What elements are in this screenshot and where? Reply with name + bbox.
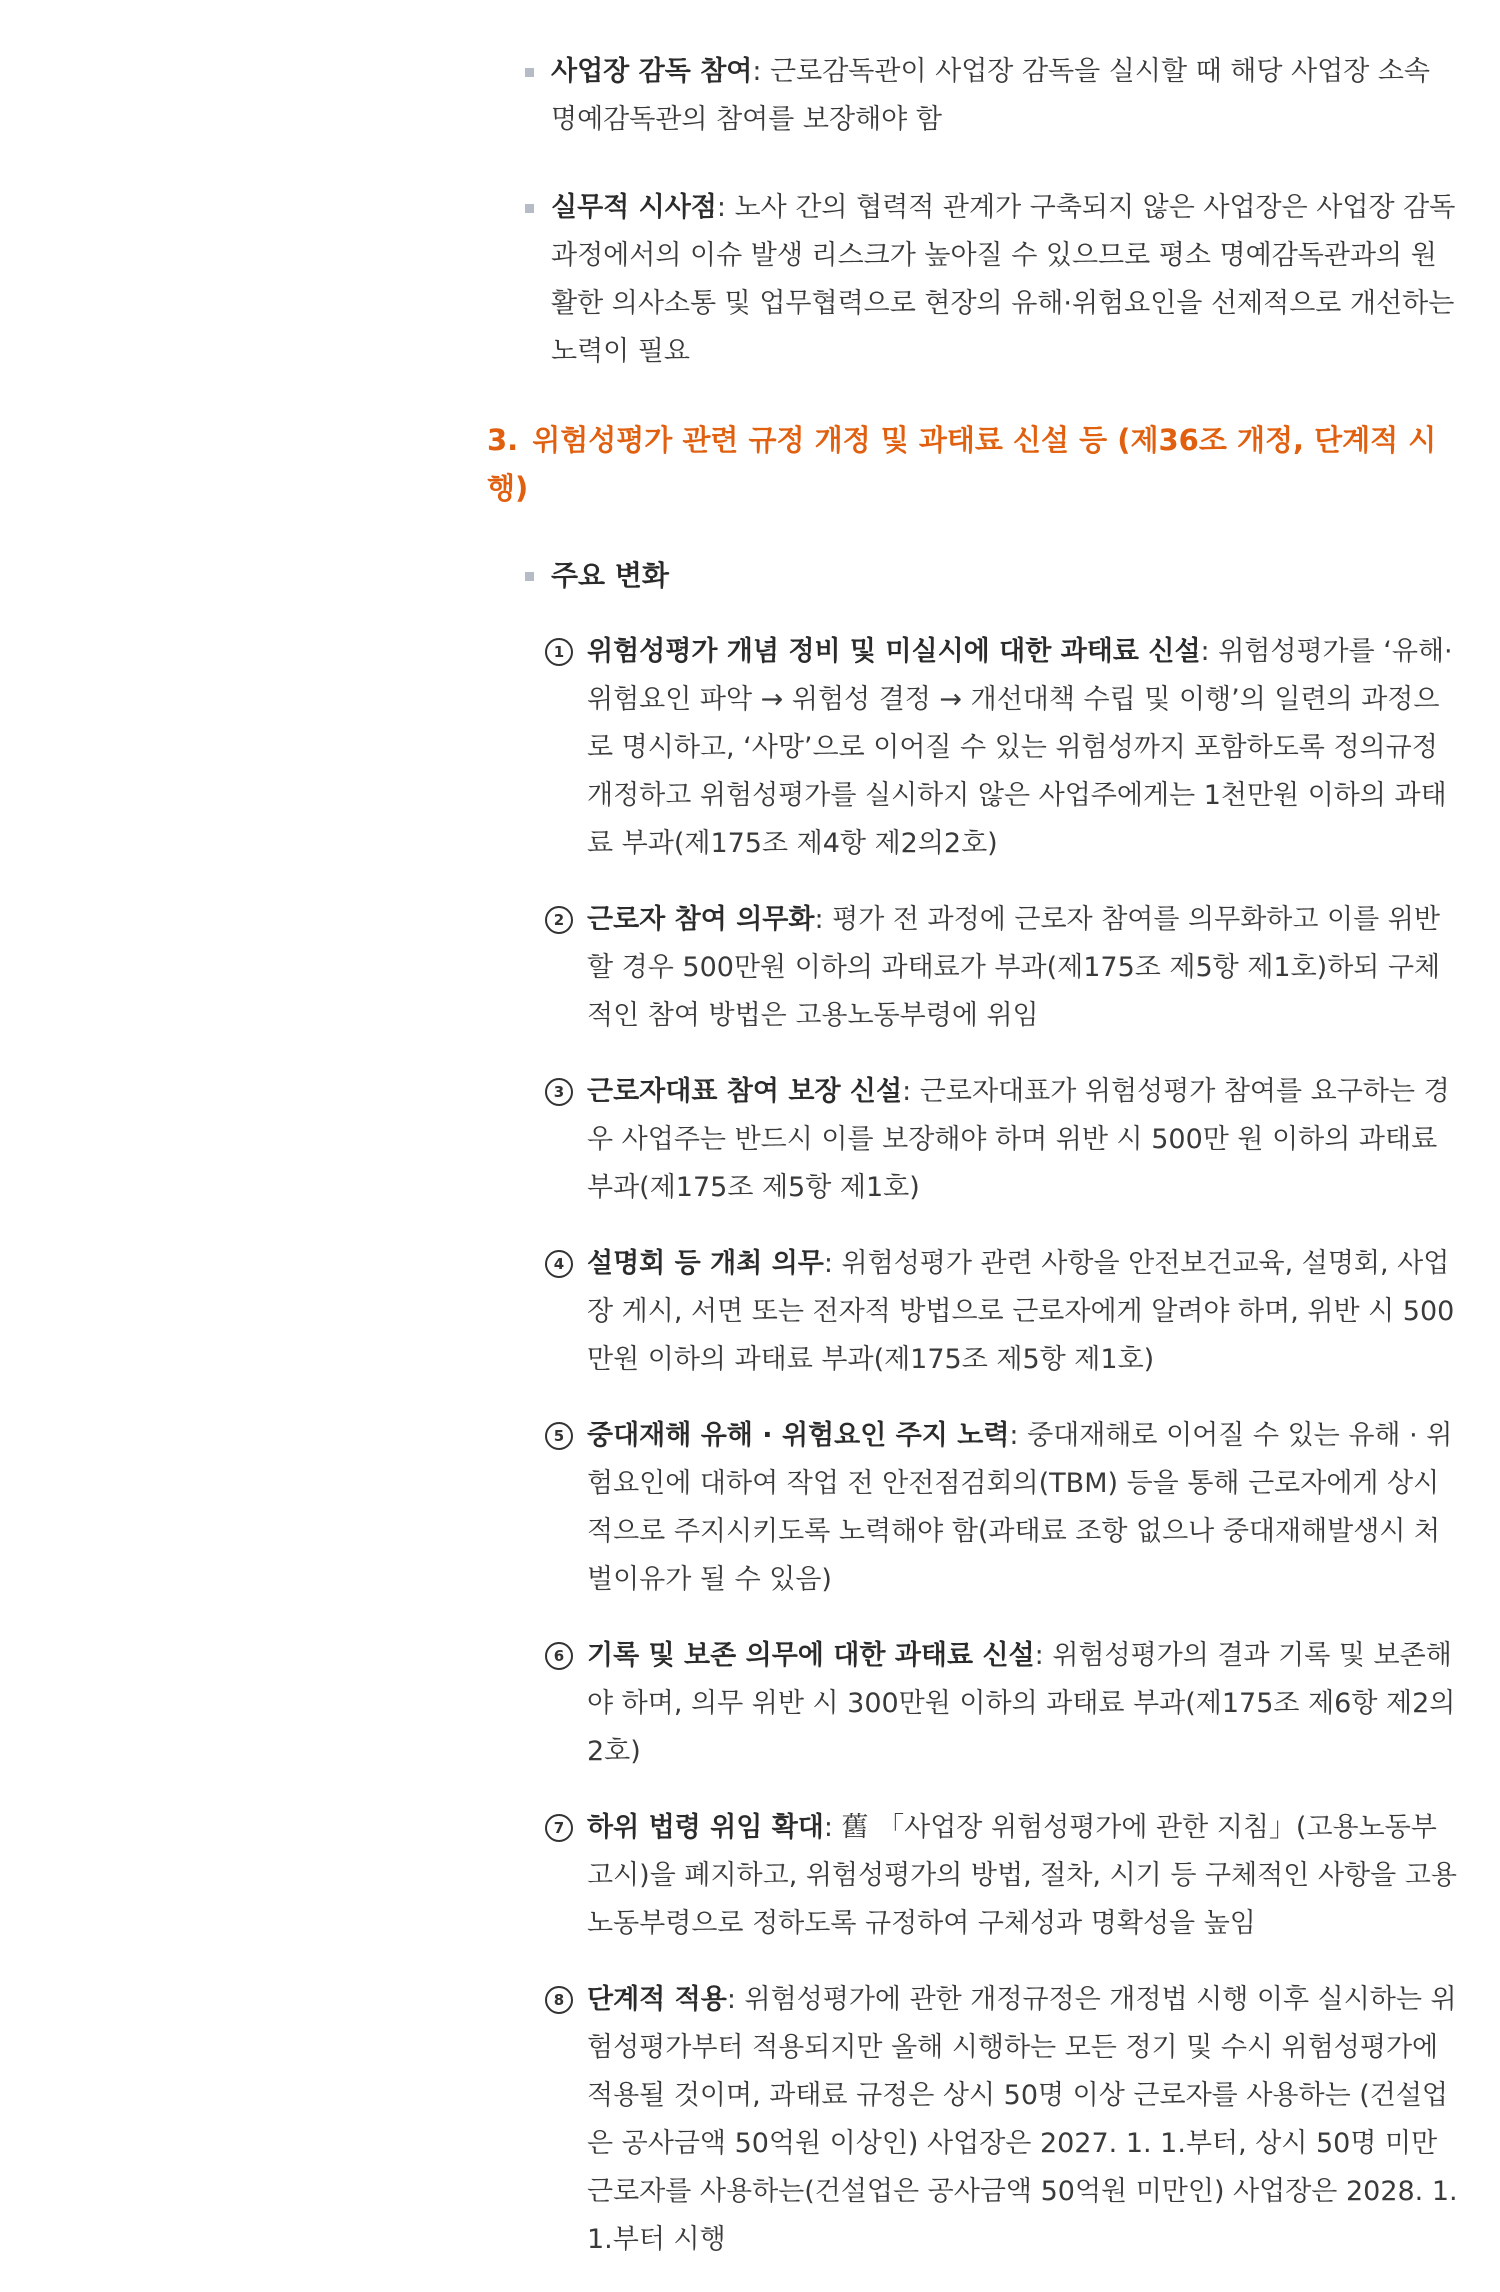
item-title: 위험성평가 개념 정비 및 미실시에 대한 과태료 신설 (587, 636, 1201, 667)
item-title: 하위 법령 위임 확대 (587, 1812, 824, 1843)
list-item-1 (487, 628, 1460, 868)
bullet-site-inspection (487, 48, 1460, 144)
list-item-5 (487, 1412, 1460, 1604)
section-number: 3. (487, 423, 519, 457)
item-text: : 위험성평가를 ‘유해·위험요인 파악 → 위험성 결정 → 개선대책 수립 및 이행’의 일련의 과정으로 명시하고, ‘사망’으로 이어질 수 있는 위험성까지 포함하도록 정의규정 개정하고 위험성평가를 실시하지 않은 사업주에게는 1천만원 이하의 과태료 부과(제175조 제4항 제2의2호) (587, 636, 1453, 859)
list-item-4 (487, 1240, 1460, 1384)
square-bullet-icon (525, 204, 534, 213)
item-text: : 중대재해로 이어질 수 있는 유해 · 위험요인에 대하여 작업 전 안전점검회의(TBM) 등을 통해 근로자에게 상시적으로 주지시키도록 노력해야 함(과태료 조항 없으나 중대재해발생시 처벌이유가 될 수 있음) (587, 1420, 1453, 1595)
item-text: : 위험성평가의 결과 기록 및 보존해야 하며, 의무 위반 시 300만원 이하의 과태료 부과(제175조 제6항 제2의2호) (587, 1640, 1456, 1767)
square-bullet-icon (525, 572, 534, 581)
bullet-text: : 노사 간의 협력적 관계가 구축되지 않은 사업장은 사업장 감독 과정에서의 이슈 발생 리스크가 높아질 수 있으므로 평소 명예감독관과의 원활한 의사소통 및 업무협력으로 현장의 유해·위험요인을 선제적으로 개선하는 노력이 필요 (551, 192, 1456, 367)
item-text: : 평가 전 과정에 근로자 참여를 의무화하고 이를 위반할 경우 500만원 이하의 과태료가 부과(제175조 제5항 제1호)하되 구체적인 참여 방법은 고용노동부령에 위임 (587, 904, 1441, 1031)
bullet-title: 실무적 시사점 (551, 192, 717, 223)
document-body (487, 48, 1460, 2292)
circled-number-icon: 5 (545, 1422, 573, 1450)
item-title: 중대재해 유해 · 위험요인 주지 노력 (587, 1420, 1010, 1451)
item-title: 근로자 참여 의무화 (587, 904, 815, 935)
item-title: 설명회 등 개최 의무 (587, 1248, 824, 1279)
subheading-label: 주요 변화 (551, 559, 669, 592)
circled-number-icon: 8 (545, 1986, 573, 2014)
square-bullet-icon (525, 68, 534, 77)
circled-number-icon: 3 (545, 1078, 573, 1106)
circled-number-icon: 1 (545, 638, 573, 666)
item-title: 근로자대표 참여 보장 신설 (587, 1076, 903, 1107)
circled-number-icon: 2 (545, 906, 573, 934)
item-title: 기록 및 보존 의무에 대한 과태료 신설 (587, 1640, 1035, 1671)
list-item-6 (487, 1632, 1460, 1776)
list-item-3 (487, 1068, 1460, 1212)
circled-number-icon: 4 (545, 1250, 573, 1278)
item-text: : 근로자대표가 위험성평가 참여를 요구하는 경우 사업주는 반드시 이를 보장해야 하며 위반 시 500만 원 이하의 과태료 부과(제175조 제5항 제1호) (587, 1076, 1450, 1203)
bullet-text: : 근로감독관이 사업장 감독을 실시할 때 해당 사업장 소속 명예감독관의 참여를 보장해야 함 (551, 56, 1431, 135)
section-title: 위험성평가 관련 규정 개정 및 과태료 신설 등 (제36조 개정, 단계적 시행) (487, 423, 1437, 505)
list-item-7 (487, 1804, 1460, 1948)
item-title: 단계적 적용 (587, 1984, 727, 2015)
circled-number-icon: 7 (545, 1814, 573, 1842)
item-text: : 위험성평가 관련 사항을 안전보건교육, 설명회, 사업장 게시, 서면 또는 전자적 방법으로 근로자에게 알려야 하며, 위반 시 500만원 이하의 과태료 부과(제175조 제5항 제1호) (587, 1248, 1455, 1375)
section-heading (487, 416, 1460, 512)
circled-number-icon: 6 (545, 1642, 573, 1670)
list-item-8 (487, 1976, 1460, 2264)
item-text: : 위험성평가에 관한 개정규정은 개정법 시행 이후 실시하는 위험성평가부터 적용되지만 올해 시행하는 모든 정기 및 수시 위험성평가에 적용될 것이며, 과태료 규정은 상시 50명 이상 근로자를 사용하는 (건설업은 공사금액 50억원 이상인) 사업장은 2027. 1. 1.부터, 상시 50명 미만 근로자를 사용하는(건설업은 공사금액 50억원 미만인) 사업장은 2028. 1. 1.부터 시행 (587, 1984, 1458, 2255)
bullet-title: 사업장 감독 참여 (551, 56, 753, 87)
list-item-2 (487, 896, 1460, 1040)
bullet-practical-implications (487, 184, 1460, 376)
subheading-key-changes (487, 552, 1460, 600)
item-text: : 舊 「사업장 위험성평가에 관한 지침」(고용노동부고시)을 폐지하고, 위험성평가의 방법, 절차, 시기 등 구체적인 사항을 고용노동부령으로 정하도록 규정하여 구체성과 명확성을 높임 (587, 1812, 1457, 1939)
